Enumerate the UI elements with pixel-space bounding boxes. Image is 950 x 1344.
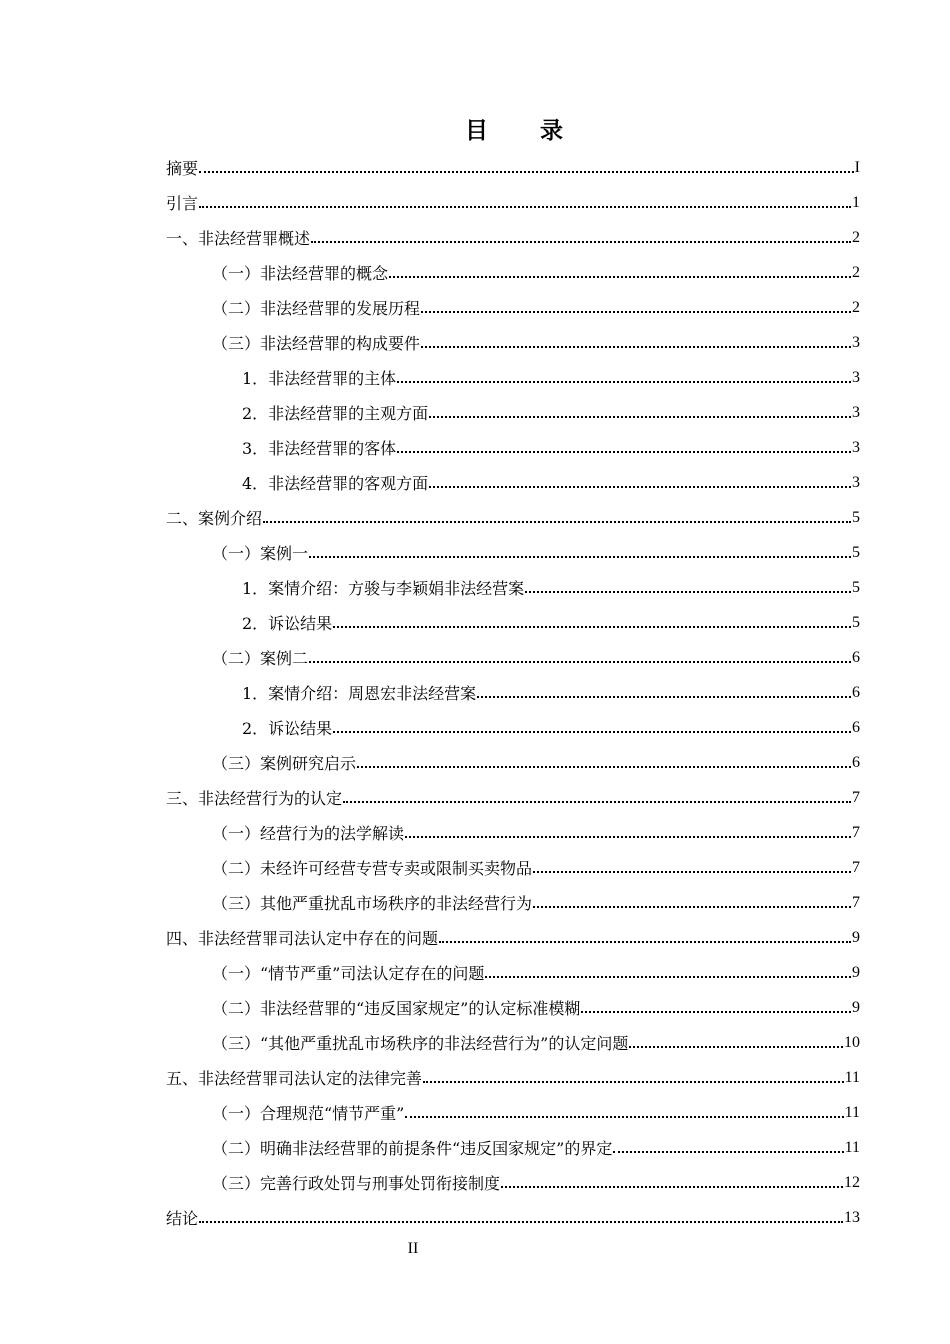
toc-entry[interactable] [166, 220, 860, 255]
toc-dot-leader [533, 890, 851, 908]
toc-entry[interactable] [166, 535, 860, 570]
toc-dot-leader [199, 155, 854, 173]
toc-entry-title: （三）其他严重扰乱市场秩序的非法经营行为 [212, 894, 533, 913]
toc-entry-title: 1．非法经营罪的主体 [242, 369, 397, 388]
toc-entry[interactable] [166, 150, 860, 185]
toc-dot-leader [309, 540, 851, 558]
toc-dot-leader [311, 225, 851, 243]
toc-dot-leader [429, 400, 851, 418]
toc-dot-leader [333, 610, 851, 628]
toc-entry[interactable] [166, 500, 860, 535]
toc-entry-page: 6 [852, 753, 860, 771]
toc-dot-leader [629, 1030, 843, 1048]
toc-entry-title: （二）非法经营罪的发展历程 [212, 299, 421, 318]
toc-entry-title: 三、非法经营行为的认定 [166, 789, 343, 808]
toc-entry-title: （二）案例二 [212, 649, 309, 668]
toc-dot-leader [613, 1135, 843, 1153]
toc-entry-page: 5 [852, 613, 860, 631]
toc-entry[interactable] [166, 745, 860, 780]
toc-dot-leader [421, 295, 851, 313]
toc-entry-title: 一、非法经营罪概述 [166, 229, 311, 248]
toc-entry-title: （三）完善行政处罚与刑事处罚衔接制度 [212, 1174, 501, 1193]
toc-entry[interactable] [166, 675, 860, 710]
toc-entry[interactable] [166, 325, 860, 360]
toc-dot-leader [421, 330, 851, 348]
page-number: II [407, 1240, 419, 1257]
toc-entry-title: 引言 [166, 194, 199, 213]
toc-entry-title: （一）合理规范“情节严重” [212, 1104, 405, 1123]
toc-entry[interactable] [166, 920, 860, 955]
toc-dot-leader [525, 575, 851, 593]
toc-entry-title: 摘要 [166, 159, 199, 178]
page-title: 目 录 [465, 118, 565, 144]
toc-dot-leader [439, 925, 851, 943]
toc-dot-leader [389, 260, 851, 278]
toc-dot-leader [357, 750, 851, 768]
toc-entry-title: （一）非法经营罪的概念 [212, 264, 389, 283]
toc-entry-page: 10 [844, 1033, 860, 1051]
toc-entry-page: 13 [844, 1208, 860, 1226]
toc-entry[interactable] [166, 955, 860, 990]
toc-entry[interactable] [166, 1200, 860, 1235]
toc-entry-page: 12 [844, 1173, 860, 1191]
toc-entry-title: 1．案情介绍：周恩宏非法经营案 [242, 684, 477, 703]
toc-dot-leader [477, 680, 851, 698]
toc-entry-page: I [854, 158, 860, 176]
toc-dot-leader [199, 190, 851, 208]
toc-dot-leader [199, 1205, 843, 1223]
toc-entry-page: 9 [852, 928, 860, 946]
toc-entry[interactable] [166, 990, 860, 1025]
toc-entry-title: 4．非法经营罪的客观方面 [242, 474, 429, 493]
toc-dot-leader [429, 470, 851, 488]
toc-entry-title: （二）明确非法经营罪的前提条件“违反国家规定”的界定 [212, 1139, 613, 1158]
toc-entry-page: 7 [852, 893, 860, 911]
toc-dot-leader [397, 435, 851, 453]
toc-entry-page: 2 [852, 298, 860, 316]
toc-entry[interactable] [166, 185, 860, 220]
toc-entry-title: （一）案例一 [212, 544, 309, 563]
toc-dot-leader [397, 365, 851, 383]
toc-entry-page: 6 [852, 718, 860, 736]
toc-entry-title: 四、非法经营罪司法认定中存在的问题 [166, 929, 439, 948]
toc-entry-page: 7 [852, 858, 860, 876]
toc-entry-page: 9 [852, 998, 860, 1016]
toc-entry-page: 11 [844, 1068, 860, 1086]
toc-entry-page: 7 [852, 788, 860, 806]
toc-entry-title: 1．案情介绍：方骏与李颖娟非法经营案 [242, 579, 525, 598]
toc-entry[interactable] [166, 395, 860, 430]
toc-entry-page: 2 [852, 228, 860, 246]
toc-entry[interactable] [166, 605, 860, 640]
toc-entry[interactable] [166, 430, 860, 465]
toc-entry-page: 6 [852, 648, 860, 666]
toc-dot-leader [343, 785, 851, 803]
toc-dot-leader [581, 995, 851, 1013]
toc-dot-leader [405, 820, 851, 838]
toc-entry[interactable] [166, 360, 860, 395]
toc-entry-title: 2．非法经营罪的主观方面 [242, 404, 429, 423]
toc-dot-leader [405, 1100, 843, 1118]
toc-entry[interactable] [166, 1095, 860, 1130]
toc-entry-title: 2．诉讼结果 [242, 719, 333, 738]
toc-entry-page: 3 [852, 438, 860, 456]
toc-entry-page: 2 [852, 263, 860, 281]
toc-entry-title: 2．诉讼结果 [242, 614, 333, 633]
toc-entry-page: 5 [852, 508, 860, 526]
toc-dot-leader [501, 1170, 843, 1188]
toc-entry-title: （三）“其他严重扰乱市场秩序的非法经营行为”的认定问题 [212, 1034, 629, 1053]
toc-entry[interactable] [166, 570, 860, 605]
toc-entry-title: 五、非法经营罪司法认定的法律完善 [166, 1069, 423, 1088]
toc-entry-page: 9 [852, 963, 860, 981]
toc-dot-leader [423, 1065, 844, 1083]
toc-entry-page: 6 [852, 683, 860, 701]
toc-entry-title: 结论 [166, 1209, 199, 1228]
toc-entry[interactable] [166, 1165, 860, 1200]
toc-dot-leader [485, 960, 851, 978]
toc-dot-leader [309, 645, 851, 663]
toc-entry-page: 3 [852, 368, 860, 386]
toc-entry[interactable] [166, 465, 860, 500]
toc-entry-page: 11 [844, 1103, 860, 1121]
toc-entry[interactable] [166, 1060, 860, 1095]
toc-entry[interactable] [166, 850, 860, 885]
table-of-contents [166, 150, 860, 1235]
toc-entry[interactable] [166, 640, 860, 675]
toc-entry[interactable] [166, 710, 860, 745]
toc-entry-title: （一）“情节严重”司法认定存在的问题 [212, 964, 485, 983]
toc-entry[interactable] [166, 1025, 860, 1060]
toc-entry[interactable] [166, 815, 860, 850]
toc-entry-title: （二）未经许可经营专营专卖或限制买卖物品 [212, 859, 533, 878]
toc-dot-leader [533, 855, 851, 873]
toc-entry-page: 3 [852, 473, 860, 491]
toc-entry-page: 1 [852, 193, 860, 211]
toc-entry-title: 二、案例介绍 [166, 509, 263, 528]
toc-entry-page: 11 [844, 1138, 860, 1156]
toc-entry-title: 3．非法经营罪的客体 [242, 439, 397, 458]
toc-entry-title: （三）非法经营罪的构成要件 [212, 334, 421, 353]
toc-entry-page: 3 [852, 333, 860, 351]
toc-entry[interactable] [166, 255, 860, 290]
toc-entry-page: 7 [852, 823, 860, 841]
toc-entry-page: 3 [852, 403, 860, 421]
toc-entry[interactable] [166, 1130, 860, 1165]
toc-entry-title: （三）案例研究启示 [212, 754, 357, 773]
toc-entry-page: 5 [852, 578, 860, 596]
toc-entry-title: （一）经营行为的法学解读 [212, 824, 405, 843]
toc-entry-title: （二）非法经营罪的“违反国家规定”的认定标准模糊 [212, 999, 581, 1018]
toc-entry[interactable] [166, 290, 860, 325]
toc-dot-leader [263, 505, 851, 523]
toc-entry[interactable] [166, 780, 860, 815]
toc-entry[interactable] [166, 885, 860, 920]
toc-entry-page: 5 [852, 543, 860, 561]
toc-dot-leader [333, 715, 851, 733]
